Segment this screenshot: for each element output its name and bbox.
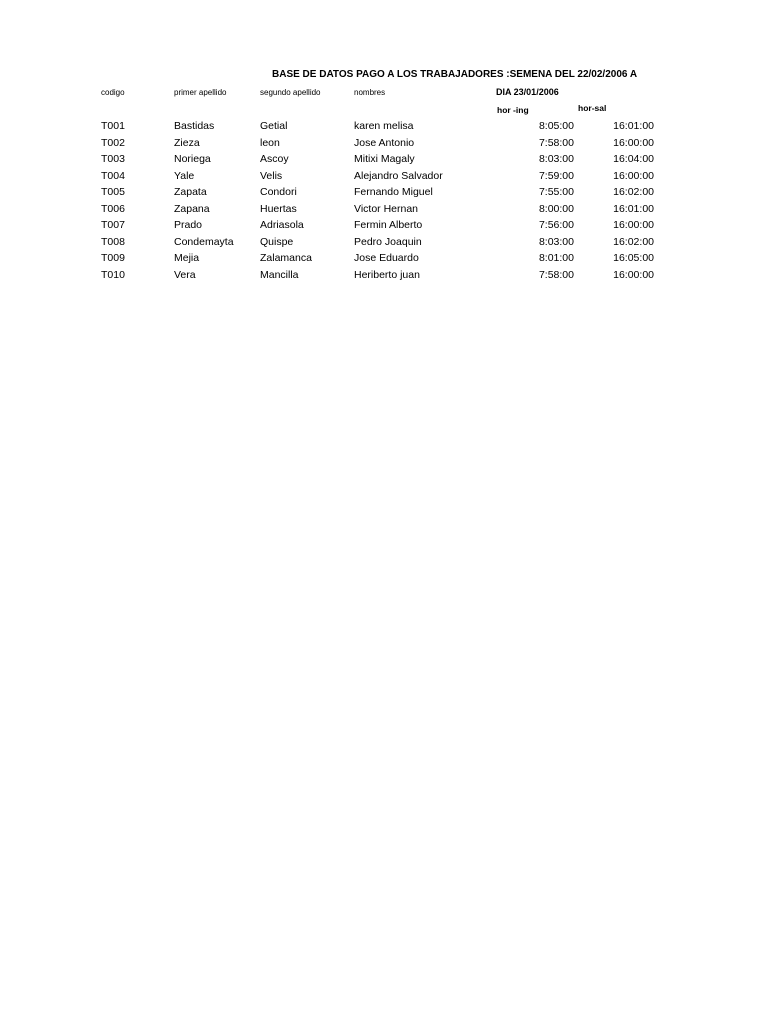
cell-nombres: Heriberto juan	[354, 268, 420, 281]
cell-hor-sal: 16:01:00	[613, 202, 654, 215]
cell-primer-apellido: Zapata	[174, 186, 207, 198]
header-segundo-apellido: segundo apellido	[260, 88, 321, 97]
cell-segundo-apellido: Huertas	[260, 202, 297, 215]
cell-segundo-apellido: Quispe	[260, 235, 294, 248]
cell-codigo: T008	[101, 235, 125, 248]
table-row	[0, 201, 768, 218]
cell-nombres: Pedro Joaquin	[354, 235, 422, 248]
cell-hor-sal: 16:04:00	[613, 153, 654, 165]
cell-codigo: T007	[101, 219, 125, 231]
cell-primer-apellido: Yale	[174, 169, 195, 182]
cell-primer-apellido: Zieza	[174, 136, 200, 149]
data-table	[0, 118, 768, 283]
cell-segundo-apellido: Ascoy	[260, 153, 289, 165]
cell-codigo: T004	[101, 169, 125, 182]
cell-segundo-apellido: Adriasola	[260, 219, 304, 231]
table-row	[0, 135, 768, 152]
cell-segundo-apellido: Condori	[260, 186, 297, 198]
header-hor-sal: hor-sal	[578, 103, 607, 113]
cell-hor-ing: 7:59:00	[538, 169, 574, 182]
table-row	[0, 168, 768, 185]
cell-nombres: Fermin Alberto	[354, 219, 423, 231]
cell-primer-apellido: Mejia	[174, 252, 200, 264]
cell-primer-apellido: Vera	[174, 268, 196, 281]
cell-hor-sal: 16:00:00	[613, 136, 654, 149]
cell-codigo: T005	[101, 186, 125, 198]
cell-hor-sal: 16:01:00	[613, 120, 654, 132]
cell-hor-ing: 8:01:00	[538, 252, 574, 264]
table-row	[0, 234, 768, 251]
cell-hor-ing: 8:00:00	[538, 202, 574, 215]
cell-nombres: Jose Eduardo	[354, 252, 419, 264]
header-codigo: codigo	[101, 88, 125, 97]
cell-segundo-apellido: Getial	[260, 120, 288, 132]
header-nombres: nombres	[354, 88, 386, 97]
cell-hor-sal: 16:02:00	[613, 186, 654, 198]
table-row	[0, 250, 768, 267]
table-row	[0, 151, 768, 168]
cell-hor-sal: 16:00:00	[613, 268, 654, 281]
cell-nombres: Jose Antonio	[354, 136, 415, 149]
cell-primer-apellido: Zapana	[174, 202, 210, 215]
cell-codigo: T003	[101, 153, 125, 165]
table-row	[0, 267, 768, 284]
cell-segundo-apellido: Zalamanca	[260, 252, 312, 264]
cell-nombres: karen melisa	[354, 120, 414, 132]
cell-hor-ing: 8:05:00	[538, 120, 574, 132]
table-row	[0, 118, 768, 135]
cell-hor-sal: 16:00:00	[613, 219, 654, 231]
cell-hor-sal: 16:05:00	[613, 252, 654, 264]
cell-segundo-apellido: Velis	[260, 169, 283, 182]
cell-segundo-apellido: leon	[260, 136, 280, 149]
cell-primer-apellido: Prado	[174, 219, 203, 231]
header-hor-ing: hor -ing	[497, 105, 529, 115]
cell-codigo: T001	[101, 120, 125, 132]
cell-nombres: Victor Hernan	[354, 202, 419, 215]
cell-segundo-apellido: Mancilla	[260, 268, 299, 281]
cell-hor-ing: 7:58:00	[538, 268, 574, 281]
cell-hor-sal: 16:00:00	[613, 169, 654, 182]
cell-primer-apellido: Condemayta	[174, 235, 234, 248]
cell-primer-apellido: Bastidas	[174, 120, 215, 132]
cell-hor-ing: 7:56:00	[538, 219, 574, 231]
sheet-title: BASE DE DATOS PAGO A LOS TRABAJADORES :SEMENA DEL 22/02/2006 A	[272, 69, 638, 80]
cell-codigo: T010	[101, 268, 125, 281]
cell-codigo: T009	[101, 252, 125, 264]
cell-hor-ing: 8:03:00	[538, 235, 574, 248]
cell-hor-ing: 7:58:00	[538, 136, 574, 149]
cell-hor-ing: 7:55:00	[538, 186, 574, 198]
cell-nombres: Alejandro Salvador	[354, 169, 443, 182]
cell-hor-sal: 16:02:00	[613, 235, 654, 248]
cell-nombres: Fernando Miguel	[354, 186, 433, 198]
cell-hor-ing: 8:03:00	[538, 153, 574, 165]
cell-primer-apellido: Noriega	[174, 153, 211, 165]
cell-codigo: T006	[101, 202, 125, 215]
header-dia: DIA 23/01/2006	[496, 87, 559, 97]
table-row	[0, 217, 768, 234]
table-row	[0, 184, 768, 201]
cell-nombres: Mitixi Magaly	[354, 153, 415, 165]
cell-codigo: T002	[101, 136, 125, 149]
header-primer-apellido: primer apellido	[174, 88, 227, 97]
